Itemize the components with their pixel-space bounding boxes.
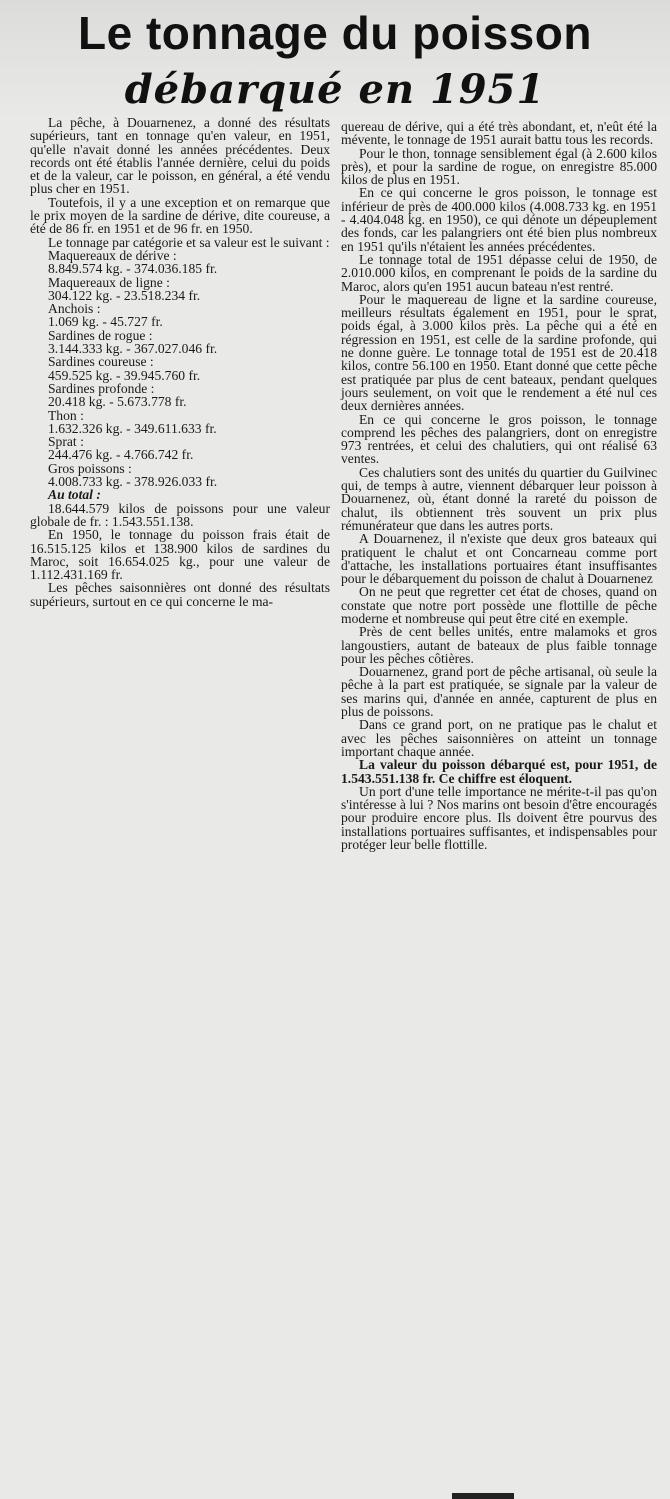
stat-value: 304.122 kg. - 23.518.234 fr. [48,287,201,303]
paragraph: Toutefois, il y a une exception et on remarque que le prix moyen de la sardine de dérive, dite coureuse, a été de 86 fr. en 1951 et de 96 fr. en 1950. [30,194,330,237]
paragraph: Ces chalutiers sont des unités du quartier du Guilvinec qui, de temps à autre, viennent débarquer leur poisson à Douarnenez, où, étant donné la rareté du poisson de chalut, ils obtiennent très souvent un prix plus rémunérateur que dans les autres ports. [341,464,657,533]
stat-value: 8.849.574 kg. - 374.036.185 fr. [48,261,218,277]
stat-value: 3.144.333 kg. - 367.027.046 fr. [48,341,218,357]
bottom-rule [452,1493,514,1499]
stat-label: Thon : [48,407,84,423]
paragraph: quereau de dérive, qui a été très abondant, et, n'eût été la mévente, le tonnage de 1951 aurait battu tous les records. [341,119,657,148]
stat-value: 20.418 kg. - 5.673.778 fr. [48,394,187,410]
article-title: Le tonnage du poisson [78,7,592,59]
stat-label: Sprat : [48,434,84,450]
paragraph: Le tonnage par catégorie et sa valeur est le suivant : [48,234,330,250]
bold-paragraph: La valeur du poisson débarqué est, pour 1951, de 1.543.551.138 fr. Ce chiffre est éloquent. [341,757,657,786]
stat-label: Anchois : [48,301,101,317]
paragraph: Dans ce grand port, on ne pratique pas le chalut et avec les pêches saisonnières on atteint un tonnage important chaque année. [341,717,657,759]
paragraph: En ce qui concerne le gros poisson, le tonnage est inférieur de près de 400.000 kilos (4.008.733 kg. en 1951 - 4.404.048 kg. en 1950), ce qui dénote un dépeuplement des fonds, car les palangriers ont été bien plus nombreux en 1951 qu'ils n'étaient les années précédentes. [341,185,657,254]
stat-value: 4.008.733 kg. - 378.926.033 fr. [48,474,218,490]
paragraph: A Douarnenez, il n'existe que deux gros bateaux qui pratiquent le chalut et ont Concarneau comme port d'attache, les installations portuaires étant insuffisantes pour le débarquement du poisson de chalut à Douarnenez [341,531,657,587]
stat-value: 459.525 kg. - 39.945.760 fr. [48,367,201,383]
paragraph: En ce qui concerne le gros poisson, le tonnage comprend les pêches des palangriers, dont on enregistre 973 rentrées, et celui des chalutiers, qui ont réalisé 63 ventes. [341,411,657,467]
paragraph: Pour le maquereau de ligne et la sardine coureuse, meilleurs résultats également en 1951, pour le sprat, poids égal, à 3.000 kilos près. La pêche qui a été en régression en 1951, est celle de la sardine profonde, qui ne donne guère. Le tonnage total de 1951 est de 20.418 kilos, contre 56.100 en 1950. Etant donné que cette pêche est pratiquée par plus de cent bateaux, pendant quelques jours seulement, on voit que le rendement a été nul ces deux dernières années. [341,291,657,414]
paragraph: On ne peut que regretter cet état de choses, quand on constate que notre port possède une flottille de pêche moderne et nombreuse qui peut être cité en exemple. [341,584,657,626]
paragraph: La pêche, à Douarnenez, a donné des résultats supérieurs, tant en tonnage qu'en valeur, en 1951, qu'elle n'avait donné les années précédentes. Deux records ont été établis l'année dernière, celui du poids et de la valeur, car le poisson, en général, a été vendu plus cher en 1951. [30,115,330,197]
paragraph: Les pêches saisonnières ont donné des résultats supérieurs, surtout en ce qui concerne le ma- [30,580,330,609]
paragraph: Pour le thon, tonnage sensiblement égal (à 2.600 kilos près), et pour la sardine de rogue, on enregistre 85.000 kilos de plus en 1951. [341,145,657,188]
stat-value: 1.069 kg. - 45.727 fr. [48,314,163,330]
paragraph: Douarnenez, grand port de pêche artisanal, où seule la pêche à la part est pratiquée, se signale par la valeur de ses marins qui, d'année en année, capturent de plus en plus de poissons. [341,664,657,720]
total-value: 18.644.579 kilos de poissons pour une valeur globale de fr. : 1.543.551.138. [30,500,330,529]
stat-label: Maquereaux de ligne : [48,274,170,290]
paragraph: Un port d'une telle importance ne mérite-t-il pas qu'on s'intéresse à lui ? Nos marins ont besoin d'être encouragés pour produire encore plus. Ils doivent être pourvus des installations portuaires suffisantes, et indispensables pour protéger leur belle flottille. [341,783,657,853]
paragraph: Près de cent belles unités, entre malamoks et gros langoustiers, autant de bateaux de plus faible tonnage pour les pêches côtières. [341,624,657,666]
stat-label: Sardines de rogue : [48,327,153,343]
article-subtitle: débarqué en 1951 [124,66,546,113]
total-label: Au total : [48,487,101,503]
stat-label: Sardines profonde : [48,380,155,396]
stat-label: Gros poissons : [48,460,132,476]
stat-value: 1.632.326 kg. - 349.611.633 fr. [48,420,217,436]
paragraph: Le tonnage total de 1951 dépasse celui de 1950, de 2.010.000 kilos, en comprenant le poids de la sardine du Maroc, alors qu'en 1951 aucun bateau n'est rentré. [341,251,657,294]
stat-label: Sardines coureuse : [48,354,154,370]
stat-value: 244.476 kg. - 4.766.742 fr. [48,447,194,463]
left-column [30,116,330,608]
paragraph: En 1950, le tonnage du poisson frais était de 16.515.125 kilos et 138.900 kilos de sardines du Maroc, soit 16.654.025 kg., pour une valeur de 1.112.431.169 fr. [30,527,330,583]
right-column [341,120,657,851]
stat-label: Maquereaux de dérive : [48,247,177,263]
